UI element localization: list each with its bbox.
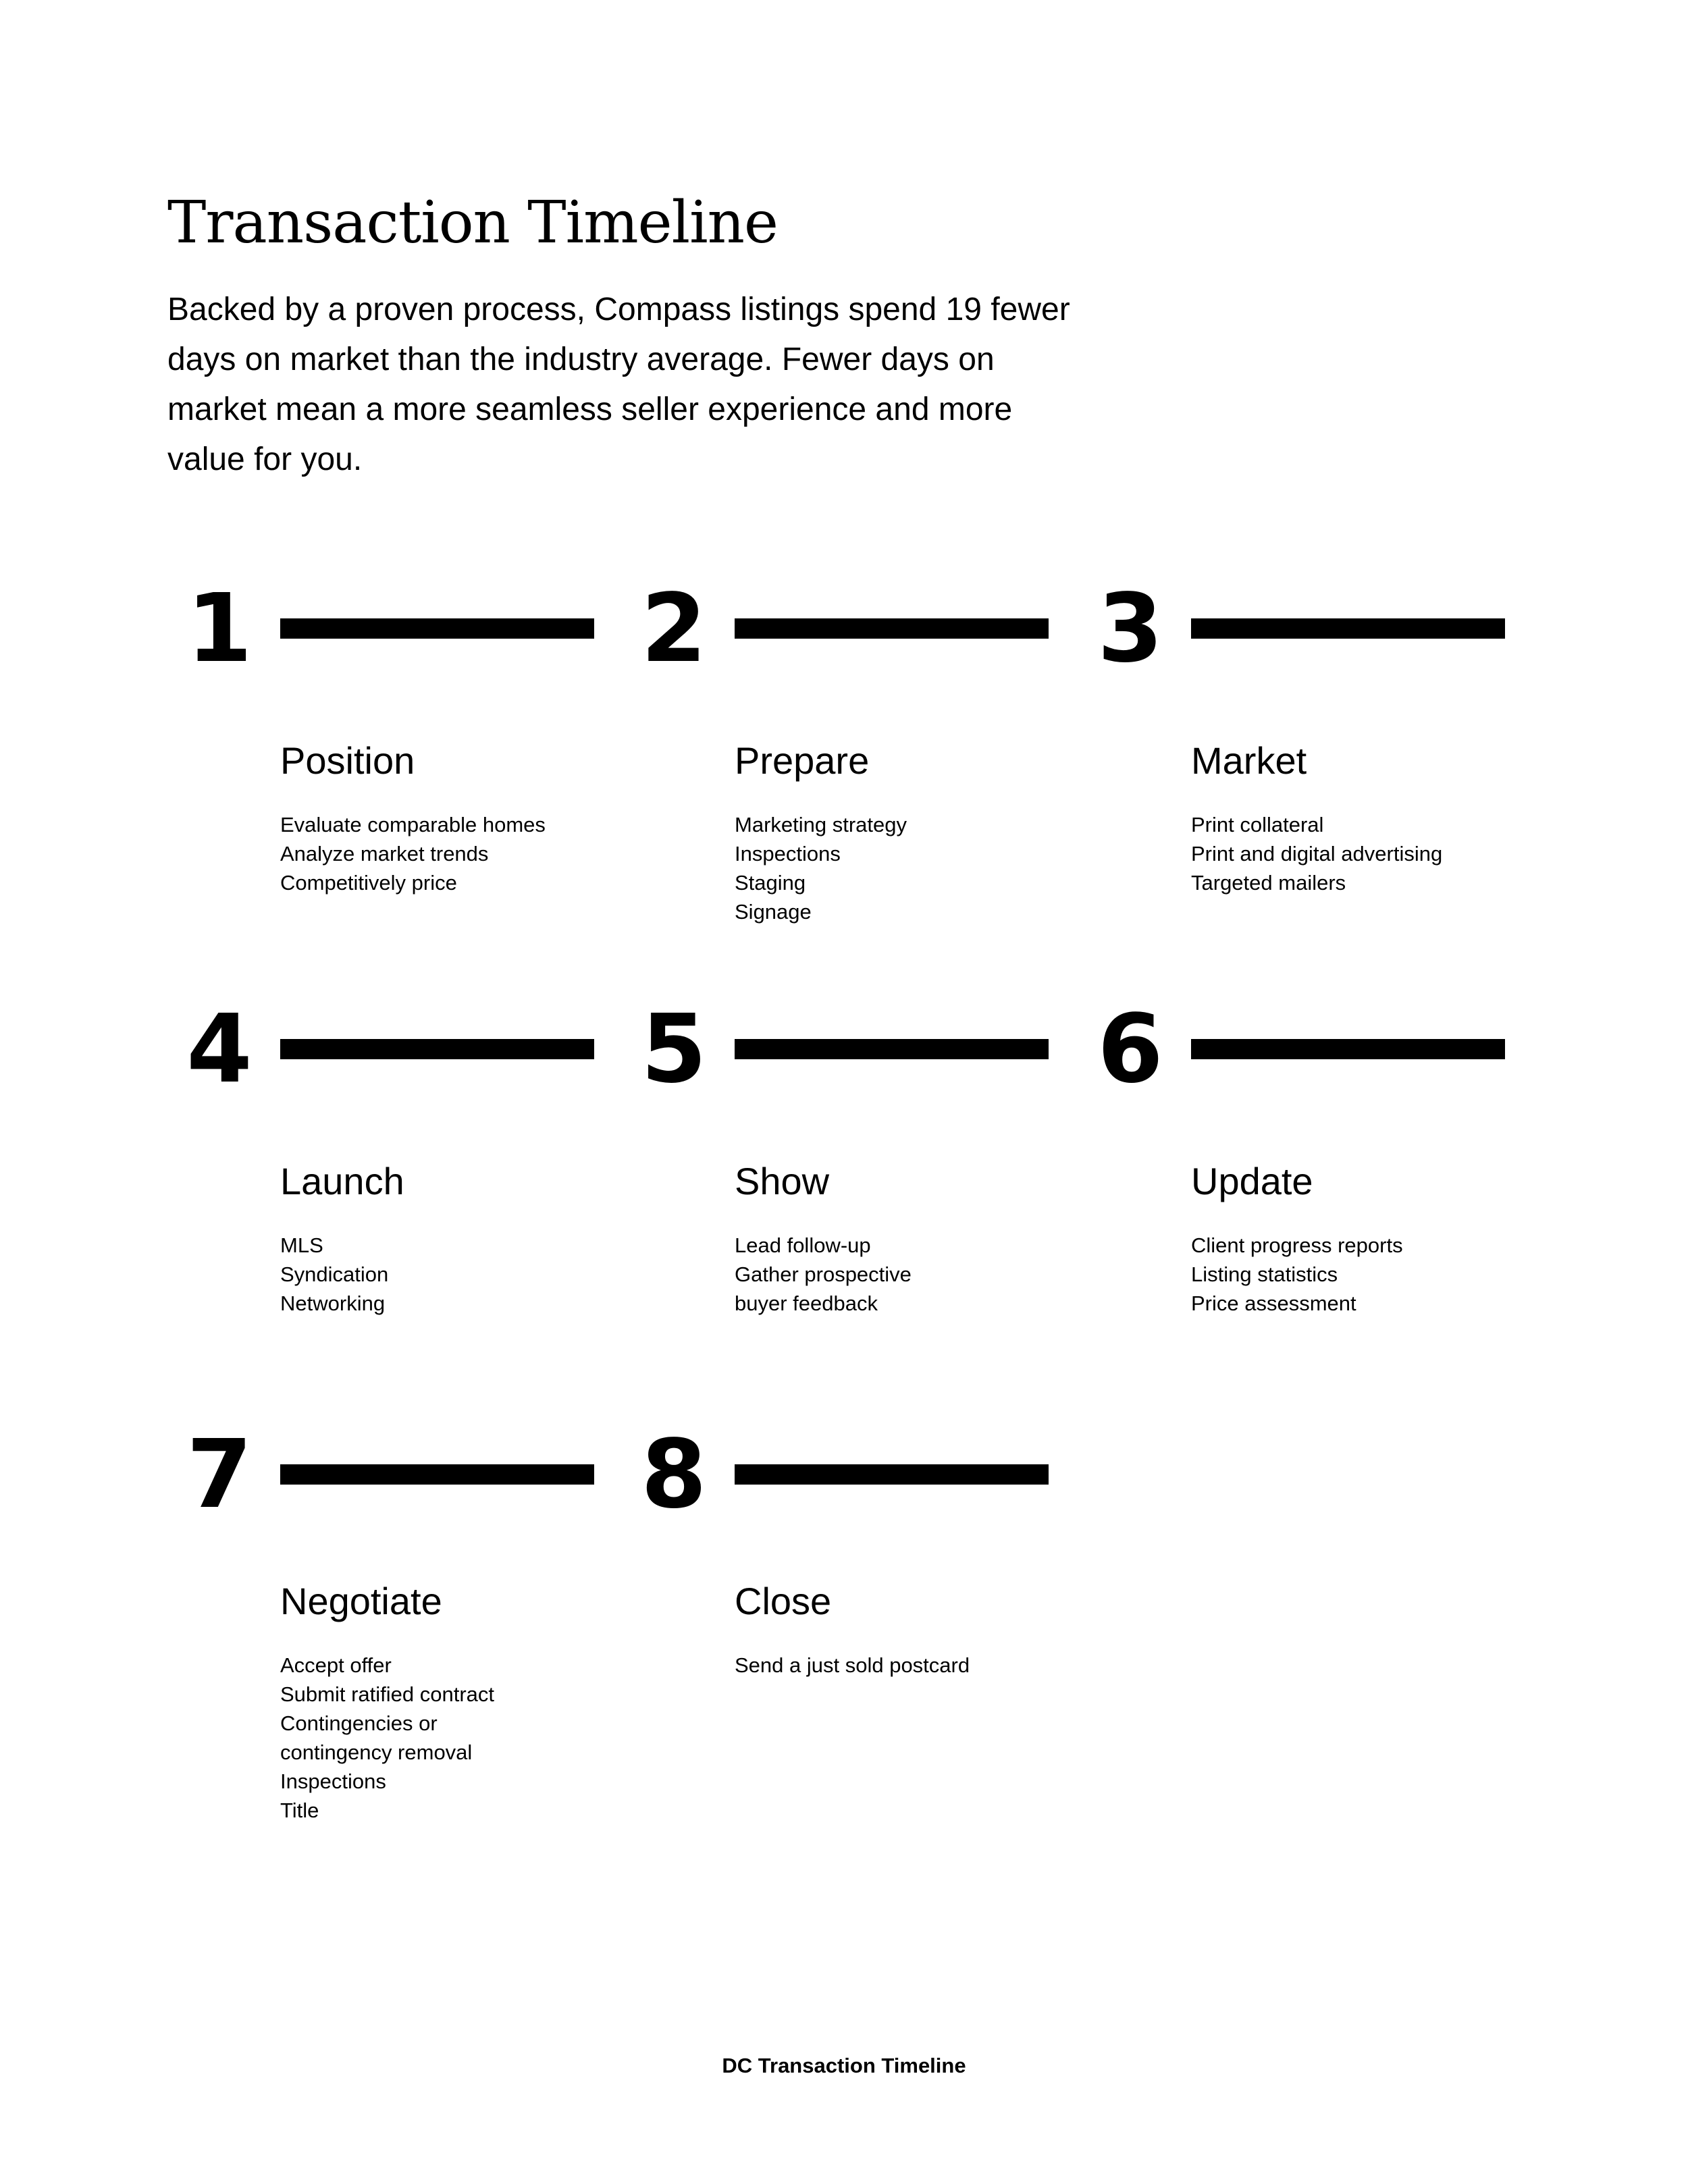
step-item-list (735, 810, 907, 926)
step-title: Position (280, 739, 415, 782)
step-item: Listing statistics (1191, 1262, 1338, 1286)
step-bar (735, 1464, 1049, 1485)
step-item: Competitively price (280, 871, 457, 895)
step-item: buyer feedback (735, 1291, 878, 1315)
step-item-list (280, 1651, 494, 1825)
page-footer: DC Transaction Timeline (722, 2054, 966, 2077)
step-number: 8 (641, 1420, 707, 1530)
step-item: MLS (280, 1233, 323, 1257)
step-item: Accept offer (280, 1653, 392, 1677)
step-title: Launch (280, 1160, 404, 1202)
step-title: Prepare (735, 739, 870, 782)
step-bar (735, 1039, 1049, 1059)
intro-paragraph: Backed by a proven process, Compass listings spend 19 fewer days on market than the industry average. Fewer days on market mean a more seamless seller experience and more value for you. (167, 292, 1070, 477)
step-item: Print and digital advertising (1191, 842, 1443, 865)
step-item: Client progress reports (1191, 1233, 1403, 1257)
step-item-list (280, 1231, 388, 1318)
step-bar (735, 618, 1049, 639)
step-item: Staging (735, 871, 806, 895)
step-item: Print collateral (1191, 813, 1324, 836)
step-bar (280, 618, 594, 639)
step-item-list (735, 1651, 970, 1680)
step-title: Negotiate (280, 1580, 442, 1622)
step-item: Lead follow-up (735, 1233, 871, 1257)
step-title: Show (735, 1160, 830, 1202)
step-bar (280, 1039, 594, 1059)
step-bar (1191, 1039, 1505, 1059)
step-title: Close (735, 1580, 832, 1622)
step-number: 1 (186, 574, 253, 684)
step-item: Analyze market trends (280, 842, 489, 865)
step-item: Networking (280, 1291, 386, 1315)
step-item: Gather prospective (735, 1262, 912, 1286)
step-item-list (735, 1231, 912, 1318)
step-item: Title (280, 1799, 319, 1822)
step-item: contingency removal (280, 1740, 473, 1764)
step-item: Signage (735, 900, 812, 924)
step-item-list (1191, 810, 1442, 897)
step-item: Inspections (735, 842, 841, 865)
step-number: 5 (641, 994, 707, 1104)
step-item-list (1191, 1231, 1403, 1318)
step-number: 6 (1097, 994, 1163, 1104)
step-number: 3 (1097, 574, 1163, 684)
step-item: Submit ratified contract (280, 1682, 495, 1706)
step-bar (280, 1464, 594, 1485)
step-number: 4 (186, 994, 253, 1104)
step-item: Send a just sold postcard (735, 1653, 970, 1677)
step-item: Price assessment (1191, 1291, 1356, 1315)
step-item-list (280, 810, 546, 897)
step-item: Targeted mailers (1191, 871, 1346, 895)
step-title: Update (1191, 1160, 1313, 1202)
step-item: Marketing strategy (735, 813, 907, 836)
step-item: Inspections (280, 1769, 386, 1793)
step-item: Evaluate comparable homes (280, 813, 546, 836)
step-title: Market (1191, 739, 1307, 782)
step-number: 2 (641, 574, 707, 684)
step-bar (1191, 618, 1505, 639)
step-item: Contingencies or (280, 1711, 438, 1735)
step-item: Syndication (280, 1262, 389, 1286)
page-title: Transaction Timeline (167, 189, 778, 257)
step-number: 7 (186, 1420, 253, 1530)
